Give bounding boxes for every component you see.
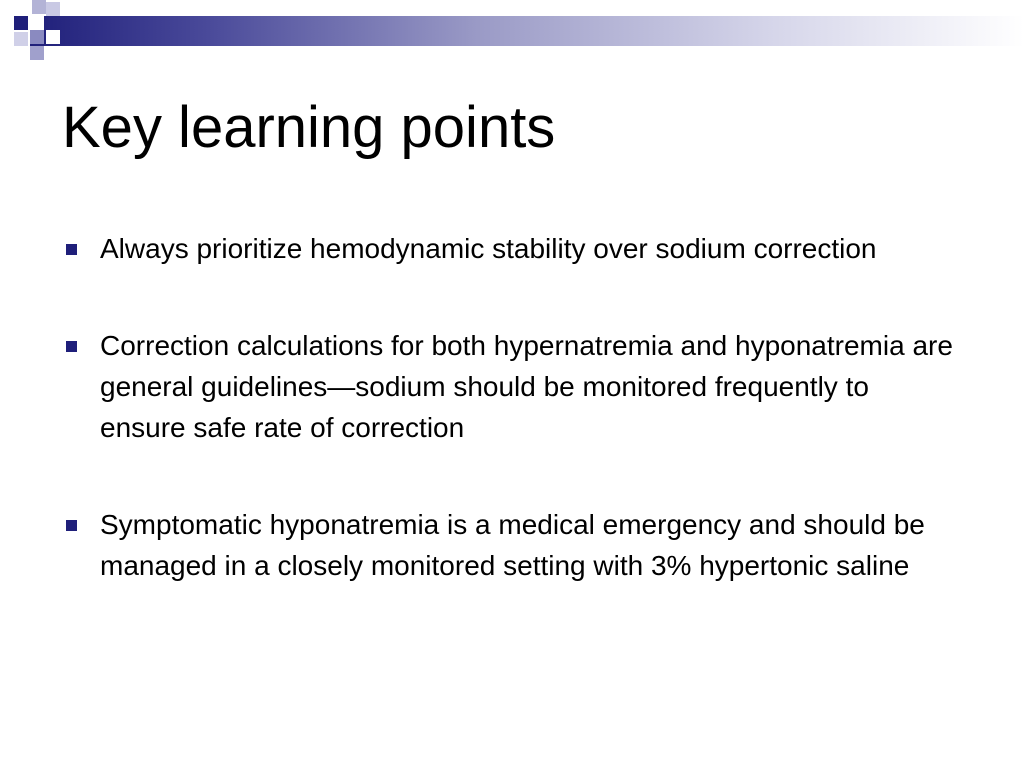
bullet-text: Always prioritize hemodynamic stability over sodium correction bbox=[100, 233, 877, 264]
bullet-text: Correction calculations for both hypernatremia and hyponatremia are general guidelines—sodium should be monitored frequently to ensure safe rate of correction bbox=[100, 330, 953, 443]
bullet-item bbox=[62, 325, 962, 448]
bullet-item bbox=[62, 228, 962, 269]
decorative-square bbox=[30, 46, 44, 60]
square-bullet-icon bbox=[66, 341, 77, 352]
decorative-square bbox=[30, 30, 44, 44]
square-bullet-icon bbox=[66, 244, 77, 255]
decorative-square bbox=[30, 16, 44, 30]
decorative-square bbox=[14, 16, 28, 30]
bullet-text: Symptomatic hyponatremia is a medical emergency and should be managed in a closely monitored setting with 3% hypertonic saline bbox=[100, 509, 925, 581]
gradient-bar bbox=[30, 16, 1024, 46]
square-bullet-icon bbox=[66, 520, 77, 531]
slide-title: Key learning points bbox=[62, 95, 556, 160]
decorative-square bbox=[32, 0, 46, 14]
bullet-list bbox=[62, 228, 962, 642]
decorative-square bbox=[46, 2, 60, 16]
bullet-item bbox=[62, 504, 962, 586]
decorative-banner bbox=[0, 0, 1024, 60]
decorative-square bbox=[46, 30, 60, 44]
decorative-square bbox=[14, 32, 28, 46]
